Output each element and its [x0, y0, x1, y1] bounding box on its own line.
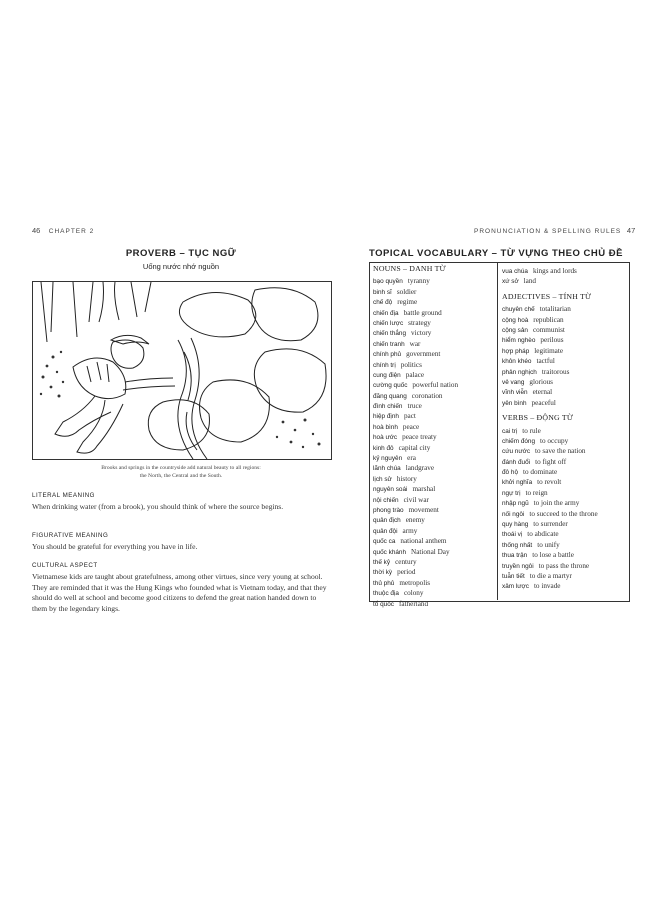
vocab-vietnamese: lịch sử — [373, 475, 392, 483]
spacer — [502, 285, 626, 292]
vocab-vietnamese: thế kỷ — [373, 558, 391, 566]
vocab-entry — [502, 569, 626, 579]
vocab-english: to rule — [522, 426, 541, 435]
vocab-english: to unify — [537, 540, 560, 549]
vocab-english: regime — [397, 298, 418, 307]
vocab-english: communist — [532, 325, 565, 334]
caption-line-1: Brooks and springs in the countryside add natural beauty to all regions: — [101, 465, 261, 471]
vocab-entry — [373, 441, 493, 451]
chapter-label: CHAPTER 2 — [48, 228, 95, 235]
vocab-entry — [373, 337, 493, 347]
vocab-english: to die a martyr — [529, 571, 572, 580]
vocab-entry — [373, 326, 493, 336]
vocab-english: to revolt — [537, 478, 562, 487]
vocab-entry — [373, 316, 493, 326]
vocab-entry — [373, 545, 493, 555]
vocab-entry — [502, 465, 626, 475]
vocab-vietnamese: chế độ — [373, 299, 393, 307]
vocab-vietnamese: quân địch — [373, 517, 401, 525]
vocab-entry — [502, 475, 626, 485]
vocab-entry — [502, 264, 626, 274]
illustration-drawing — [33, 282, 331, 459]
vocab-english: to succeed to the throne — [529, 509, 598, 518]
vocab-entry — [502, 579, 626, 589]
vocab-english: period — [397, 568, 416, 577]
proverb-illustration — [32, 281, 332, 460]
vocab-entry — [373, 368, 493, 378]
vocab-vietnamese: quân đội — [373, 527, 398, 535]
page-number-left: 46 — [32, 226, 41, 235]
vocab-entry — [373, 285, 493, 295]
nouns-title: NOUNS – DANH TỪ — [373, 264, 446, 273]
vocab-entry — [502, 344, 626, 354]
vocab-vietnamese: nguyên soái — [373, 486, 408, 494]
vocab-vietnamese: cai trị — [502, 427, 518, 435]
vocab-vietnamese: khôn khéo — [502, 358, 532, 366]
vocab-entry — [502, 302, 626, 312]
vocab-english: legitimate — [534, 346, 564, 355]
vocab-vietnamese: chính trị — [373, 361, 396, 369]
vocab-entry — [502, 313, 626, 323]
vocab-english: capital city — [398, 443, 431, 452]
vocab-vietnamese: cộng hoà — [502, 316, 529, 324]
illustration-caption — [32, 465, 330, 480]
vocab-english: strategy — [408, 318, 431, 327]
vocab-english: movement — [408, 506, 439, 514]
vocab-english: to pass the throne — [538, 561, 590, 570]
vocab-vietnamese: chính phủ — [373, 351, 402, 359]
vocab-english: traitorous — [541, 367, 570, 376]
vocab-vietnamese: phong trào — [373, 507, 404, 514]
vocab-vietnamese: thời kỳ — [373, 569, 393, 577]
vocab-entry — [373, 409, 493, 419]
vocab-entry — [373, 576, 493, 586]
vocabulary-column-divider — [497, 262, 498, 600]
vocab-entry — [373, 565, 493, 575]
proverb-title: PROVERB – TỤC NGỮ — [125, 248, 237, 259]
running-head-right — [474, 226, 635, 235]
vocab-vietnamese: tuẫn tiết — [502, 572, 525, 580]
vocab-entry — [502, 507, 626, 517]
vocab-vietnamese: binh sĩ — [373, 288, 392, 296]
vocab-vietnamese: quy hàng — [502, 521, 529, 529]
vocab-vietnamese: khởi nghĩa — [502, 479, 533, 487]
page-number-right: 47 — [626, 226, 636, 235]
vocab-entry — [502, 385, 626, 395]
vocab-english: peace — [402, 422, 420, 431]
vocab-vietnamese: quốc ca — [373, 538, 396, 546]
vocab-entry — [373, 399, 493, 409]
vocab-vietnamese: xứ sở — [502, 278, 519, 286]
vocab-vietnamese: truyền ngôi — [502, 562, 534, 570]
nouns-list — [373, 274, 493, 607]
figurative-meaning-text: You should be grateful for everything you have in life. — [32, 542, 198, 551]
vocab-vietnamese: chiến tranh — [373, 340, 405, 348]
vocab-vietnamese: đình chiến — [373, 403, 403, 411]
vocab-vietnamese: lãnh chúa — [373, 465, 401, 473]
vocab-vietnamese: yên bình — [502, 399, 527, 407]
vocab-entry — [502, 354, 626, 364]
vocab-vietnamese: chiến lược — [373, 319, 404, 327]
vocab-english: coronation — [411, 391, 443, 400]
vocab-entry — [373, 524, 493, 534]
vocab-english: enemy — [405, 516, 425, 525]
vocab-entry — [373, 378, 493, 388]
vocab-english: to reign — [525, 488, 548, 497]
vocab-english: to fight off — [535, 457, 567, 466]
vocab-english: pact — [403, 412, 416, 421]
vocab-english: totalitarian — [539, 305, 571, 314]
vocab-english: politics — [400, 360, 422, 369]
vocab-entry — [373, 461, 493, 471]
vocab-english: to abdicate — [527, 530, 559, 539]
vocab-english: to join the army — [533, 499, 580, 508]
vocab-english: to surrender — [533, 520, 568, 529]
vocab-entry — [502, 444, 626, 454]
vocab-entry — [373, 472, 493, 482]
vocab-english: to dominate — [523, 468, 558, 477]
vocab-english: century — [395, 557, 417, 566]
vocab-vietnamese: vĩnh viễn — [502, 389, 528, 397]
vocab-english: to occupy — [540, 436, 569, 445]
vocab-entry — [373, 306, 493, 316]
vocab-english: army — [402, 526, 418, 535]
vocab-vietnamese: kỷ nguyên — [373, 455, 403, 463]
vocab-vietnamese: thủ phủ — [373, 579, 395, 587]
vocab-english: soldier — [396, 287, 417, 296]
vocab-entry — [373, 295, 493, 305]
adjectives-title: ADJECTIVES – TÍNH TỪ — [502, 291, 592, 301]
vocab-vietnamese: đánh đuổi — [502, 458, 531, 466]
vocab-english: land — [523, 277, 537, 286]
vocab-vietnamese: chiếm đóng — [502, 437, 536, 445]
vocab-english: tactful — [536, 357, 555, 366]
vocab-vietnamese: nối ngôi — [502, 510, 525, 518]
vocab-entry — [502, 486, 626, 496]
vocab-english: history — [396, 474, 417, 483]
vocab-english: to lose a battle — [532, 551, 574, 560]
vocab-entry — [373, 451, 493, 461]
figurative-meaning-label: FIGURATIVE MEANING — [32, 532, 109, 539]
vocab-vietnamese: đô hộ — [502, 469, 518, 477]
vocab-vietnamese: hợp pháp — [502, 347, 530, 355]
vocab-entry — [502, 365, 626, 375]
vocab-vietnamese: thống nhất — [502, 541, 533, 549]
vocab-entry — [373, 358, 493, 368]
vocab-entry — [373, 534, 493, 544]
vocab-vietnamese: thoái vị — [502, 531, 523, 539]
vocab-vietnamese: nội chiến — [373, 496, 399, 504]
section-running-title: PRONUNCIATION & SPELLING RULES — [474, 228, 622, 235]
vocab-entry — [502, 434, 626, 444]
vocab-vietnamese: cường quốc — [373, 382, 408, 390]
vocab-english: to save the nation — [535, 447, 586, 456]
vocab-entry — [502, 548, 626, 558]
vocab-entry — [373, 493, 493, 503]
vocab-entry — [502, 323, 626, 333]
vocab-entry — [373, 430, 493, 440]
vocab-vietnamese: cứu nước — [502, 448, 531, 456]
vocab-vietnamese: hiểm nghèo — [502, 337, 536, 345]
vocab-entry — [373, 420, 493, 430]
vocab-english: palace — [405, 370, 425, 379]
vocab-english: republican — [533, 315, 564, 324]
vocab-vietnamese: thuộc địa — [373, 590, 399, 598]
vocab-english: era — [407, 454, 416, 463]
vocab-vietnamese: thua trận — [502, 552, 528, 560]
caption-line-2: the North, the Central and the South. — [139, 472, 223, 479]
vocab-english: colony — [403, 589, 424, 598]
vocab-english: civil war — [403, 495, 429, 504]
vocab-vietnamese: chiến thắng — [373, 330, 407, 338]
vocab-entry — [373, 513, 493, 523]
vocab-entry — [502, 455, 626, 465]
vocab-english: tyranny — [407, 277, 430, 286]
vocab-entry — [502, 424, 626, 434]
verbs-list — [502, 424, 626, 590]
vocab-entry — [502, 396, 626, 406]
vocab-entry — [502, 559, 626, 569]
vocab-vietnamese: phản nghịch — [502, 368, 537, 376]
vocab-vietnamese: chuyên chế — [502, 306, 535, 314]
vocab-english: victory — [411, 329, 432, 338]
literal-meaning-label: LITERAL MEANING — [32, 492, 95, 499]
vocab-entry — [502, 496, 626, 506]
vocab-entry — [502, 517, 626, 527]
vocab-entry — [502, 538, 626, 548]
vocab-vietnamese: đăng quang — [373, 392, 407, 400]
vocab-vietnamese: vẻ vang — [502, 378, 525, 386]
proverb-vietnamese: Uống nước nhớ nguồn — [142, 262, 220, 271]
vocab-vietnamese: chiến địa — [373, 309, 399, 317]
vocab-vietnamese: kinh đô — [373, 444, 394, 452]
vocab-entry — [373, 503, 493, 513]
vocab-entry — [502, 333, 626, 343]
vocab-english: peaceful — [531, 398, 556, 407]
vocab-english: eternal — [532, 388, 553, 397]
vocab-english: perilous — [540, 336, 564, 345]
vocab-entry — [373, 555, 493, 565]
vocab-entry — [373, 586, 493, 596]
cultural-aspect-label: CULTURAL ASPECT — [32, 562, 98, 569]
vocab-english: kings and lords — [532, 267, 577, 275]
vocab-vietnamese: xâm lược — [502, 583, 529, 591]
vocab-english: metropolis — [399, 578, 431, 587]
vocab-english: government — [406, 350, 441, 359]
vocab-vietnamese: ngự trị — [502, 489, 521, 497]
vocab-entry — [502, 375, 626, 385]
vocab-entry — [502, 274, 626, 284]
vocab-vietnamese: tổ quốc — [373, 600, 394, 608]
vocab-english: fatherland — [398, 599, 429, 608]
vocab-entry — [502, 527, 626, 537]
running-head-left — [32, 226, 94, 235]
vocab-vietnamese: quốc khánh — [373, 548, 407, 556]
vocab-english: glorious — [529, 377, 553, 386]
vocab-vietnamese: hoà ước — [373, 434, 398, 442]
vocab-vietnamese: hoà bình — [373, 423, 398, 431]
vocab-entry — [373, 389, 493, 399]
vocab-entry — [373, 347, 493, 357]
vocab-entry — [373, 274, 493, 284]
vocab-english: National Day — [411, 547, 450, 556]
vocab-english: national anthem — [400, 537, 447, 546]
vocab-english: powerful nation — [412, 381, 459, 390]
vocab-vietnamese: cung điện — [373, 371, 401, 379]
adjectives-list — [502, 302, 626, 406]
vocab-vietnamese: cộng sản — [502, 326, 528, 334]
vocab-english: truce — [407, 402, 422, 411]
vocab-english: landgrave — [405, 464, 435, 473]
cultural-aspect-text: Vietnamese kids are taught about gratefulness, among other virtues, since very young at school. They are reminded that it was the Hung Kings who founded what is Vietnam today, and that they should do well at school and become good citizens to defend the great nation handed down to them by the legendary kings. — [32, 572, 327, 613]
vocab-entry — [373, 482, 493, 492]
vocabulary-column-left — [373, 264, 493, 607]
vocab-vietnamese: hiệp định — [373, 413, 399, 421]
vocab-vietnamese: nhập ngũ — [502, 500, 529, 508]
vocab-vietnamese: bạo quyền — [373, 278, 403, 286]
literal-meaning-text: When drinking water (from a brook), you should think of where the source begins. — [32, 502, 284, 511]
nouns-continued-list — [502, 264, 626, 285]
vocab-vietnamese: vua chúa — [502, 268, 528, 275]
vocabulary-heading: TOPICAL VOCABULARY – TỪ VỰNG THEO CHỦ ĐỀ — [369, 248, 623, 259]
vocab-entry — [373, 597, 493, 607]
vocabulary-column-right — [502, 264, 626, 590]
verbs-title: VERBS – ĐỘNG TỪ — [502, 413, 574, 423]
vocab-english: marshal — [412, 485, 436, 494]
vocab-english: battle ground — [403, 308, 442, 317]
vocab-english: to invade — [533, 582, 561, 591]
vocab-english: peace treaty — [402, 433, 437, 442]
vocab-english: war — [409, 339, 421, 348]
